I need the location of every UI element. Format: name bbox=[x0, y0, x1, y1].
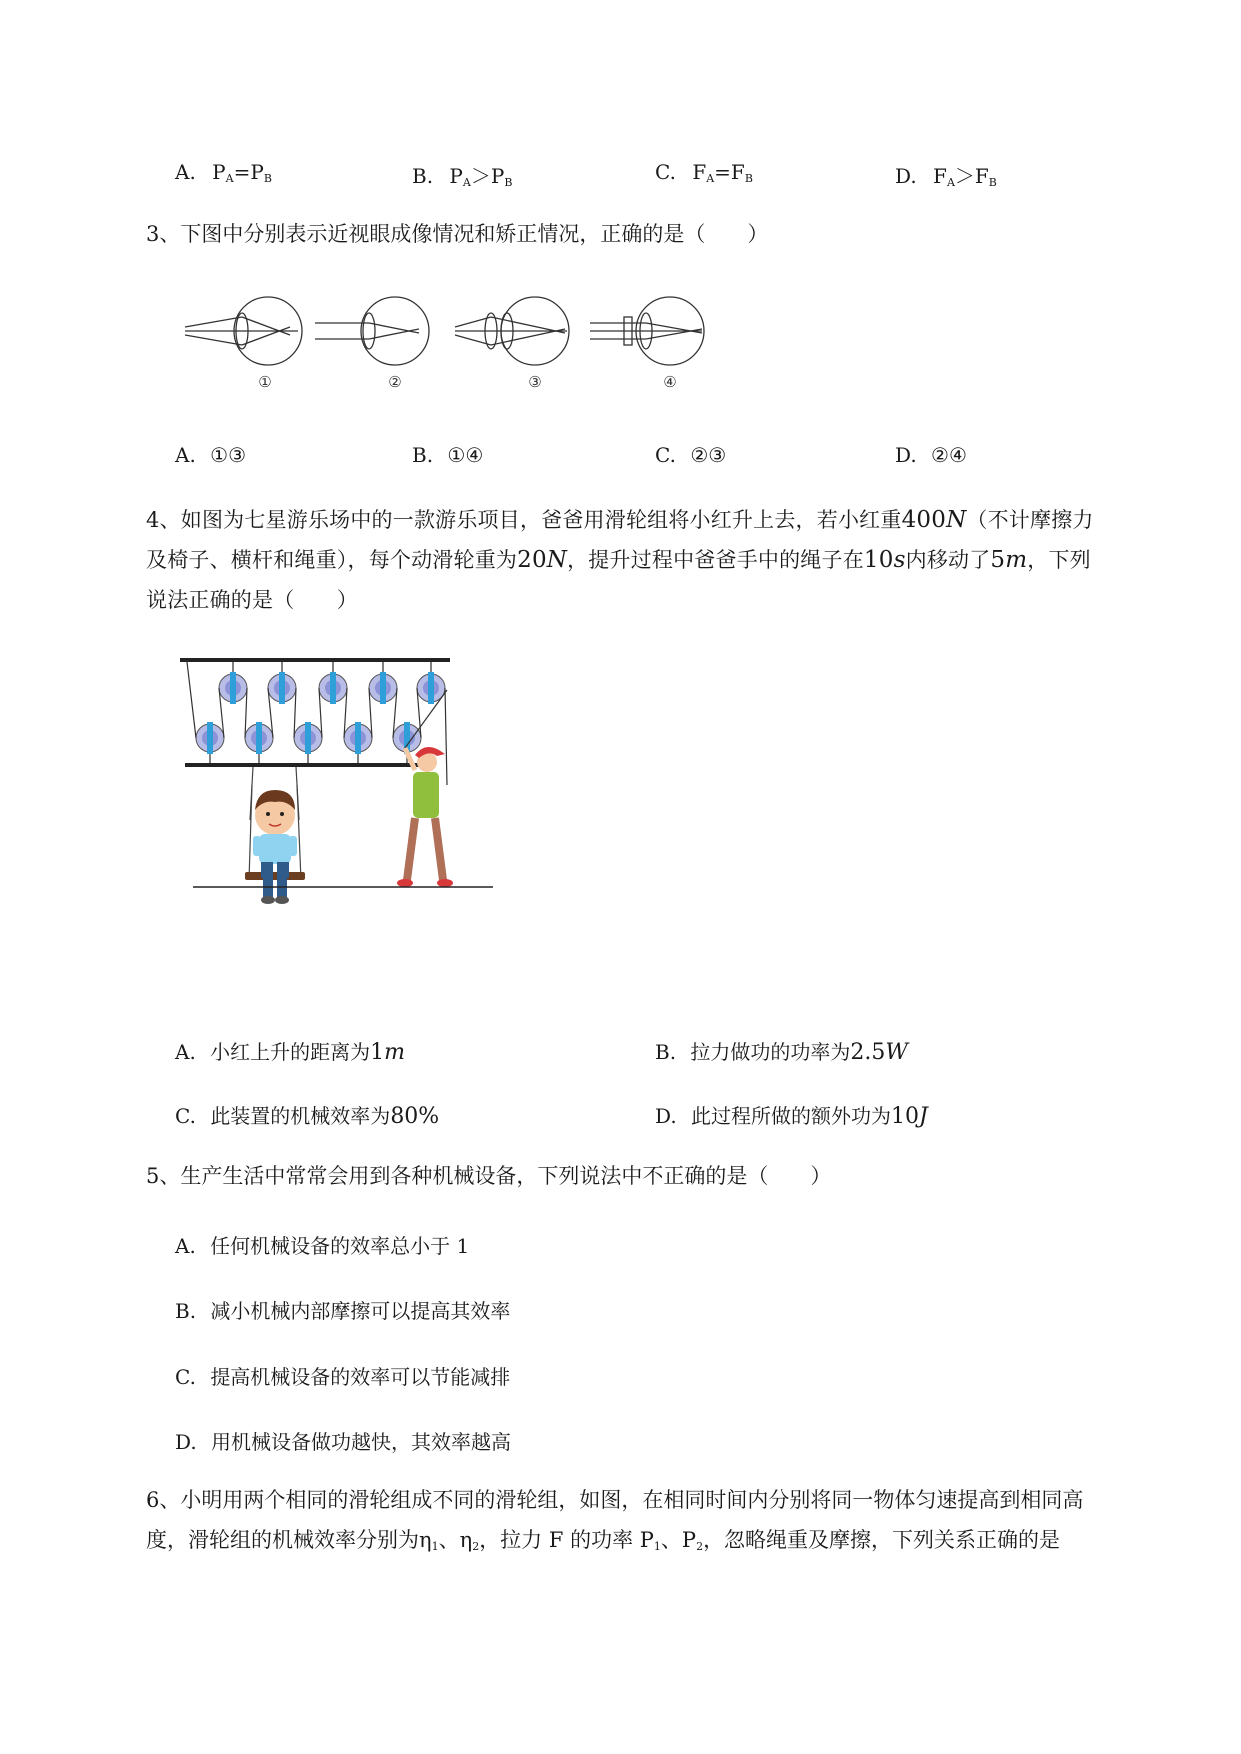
q6-stem bbox=[146, 1480, 1156, 1567]
symbol: F bbox=[730, 160, 745, 184]
swing-seat bbox=[245, 872, 305, 880]
q5-option-d[interactable] bbox=[175, 1426, 511, 1455]
movable-pulleys bbox=[196, 722, 421, 763]
option-text: 提高机械设备的效率可以节能减排 bbox=[210, 1365, 511, 1389]
option-text: 用机械设备做功越快，其效率越高 bbox=[211, 1430, 512, 1454]
q2-option-c[interactable] bbox=[655, 160, 753, 185]
q4-option-b[interactable] bbox=[655, 1036, 908, 1065]
relation: = bbox=[714, 160, 731, 184]
option-text: ①③ bbox=[210, 443, 247, 467]
option-text: 拉力做功的功率为 bbox=[690, 1040, 851, 1064]
q3-stem: 3、下图中分别表示近视眼成像情况和矫正情况，正确的是（ ） bbox=[146, 222, 769, 246]
option-letter: A. bbox=[175, 443, 196, 467]
fixed-pulleys bbox=[219, 662, 445, 704]
bottom-beam bbox=[185, 763, 435, 767]
relation: ＞ bbox=[470, 164, 491, 188]
symbol: P bbox=[212, 160, 226, 184]
subscript: B bbox=[504, 176, 513, 189]
option-text: ①④ bbox=[447, 443, 484, 467]
option-text: ②④ bbox=[931, 443, 967, 467]
q5-option-b[interactable] bbox=[175, 1295, 510, 1324]
option-unit: W bbox=[885, 1040, 909, 1065]
subscript: A bbox=[706, 172, 715, 185]
q4-option-c[interactable] bbox=[175, 1100, 439, 1129]
option-letter: B. bbox=[655, 1040, 677, 1064]
q3-option-d[interactable] bbox=[895, 443, 967, 467]
option-text: 小红上升的距离为 bbox=[210, 1040, 371, 1064]
option-number: 10 bbox=[891, 1104, 920, 1129]
option-letter: C. bbox=[175, 1104, 196, 1128]
option-letter: C. bbox=[655, 160, 676, 184]
option-text: 任何机械设备的效率总小于 1 bbox=[210, 1234, 470, 1258]
father-illustration bbox=[397, 747, 453, 887]
q3-option-c[interactable] bbox=[655, 443, 726, 467]
q5-stem: 5、生产生活中常常会用到各种机械设备，下列说法中不正确的是（ ） bbox=[146, 1164, 832, 1188]
q3-option-b[interactable] bbox=[412, 443, 483, 467]
eye-diagram-4 bbox=[590, 297, 704, 365]
q4-stem bbox=[146, 500, 1156, 620]
option-unit: J bbox=[919, 1104, 928, 1129]
subscript: A bbox=[946, 176, 955, 189]
option-number: 1 bbox=[370, 1040, 385, 1065]
q3-option-a[interactable] bbox=[175, 443, 246, 467]
option-letter: C. bbox=[655, 443, 676, 467]
option-letter: A. bbox=[175, 160, 196, 184]
relation: = bbox=[233, 160, 251, 184]
option-letter: D. bbox=[175, 1430, 197, 1454]
q4-line1: 4、如图为七星游乐场中的一款游乐项目，爸爸用滑轮组将小红升上去，若小红重400N（不计摩擦力 bbox=[146, 507, 1094, 533]
eye-diagrams-figure bbox=[180, 295, 710, 395]
top-beam bbox=[180, 658, 450, 662]
option-text: 减小机械内部摩擦可以提高其效率 bbox=[210, 1299, 511, 1323]
subscript: B bbox=[744, 172, 753, 185]
option-letter: B. bbox=[412, 443, 434, 467]
eye-label-1: ① bbox=[258, 373, 272, 391]
option-text: 此过程所做的额外功为 bbox=[691, 1104, 892, 1128]
relation: ＞ bbox=[954, 164, 975, 188]
symbol: P bbox=[250, 160, 264, 184]
q2-option-a[interactable] bbox=[175, 160, 272, 185]
eye-label-3: ③ bbox=[528, 373, 542, 391]
eye-diagram-1 bbox=[185, 297, 302, 365]
option-text: ②③ bbox=[690, 443, 727, 467]
option-number: 2.5 bbox=[850, 1040, 886, 1065]
option-letter: B. bbox=[412, 164, 434, 188]
symbol: P bbox=[449, 164, 463, 188]
q6-line2: 度，滑轮组的机械效率分别为$\eta_1$、$\eta_2$，拉力 F 的功率 $P_1$、$P_2$，忽略绳重及摩擦，下列关系正确的是 bbox=[146, 1528, 1061, 1553]
symbol: P bbox=[490, 164, 505, 188]
option-letter: D. bbox=[895, 164, 917, 188]
eye-diagram-2 bbox=[315, 297, 429, 365]
q5-option-c[interactable] bbox=[175, 1361, 510, 1390]
q4-option-d[interactable] bbox=[655, 1100, 928, 1129]
q2-option-b[interactable] bbox=[412, 160, 512, 189]
option-letter: A. bbox=[175, 1040, 196, 1064]
option-letter: D. bbox=[895, 443, 917, 467]
subscript: A bbox=[225, 172, 234, 185]
symbol: F bbox=[933, 164, 947, 188]
subscript: B bbox=[263, 172, 272, 185]
option-unit: m bbox=[384, 1040, 406, 1065]
eye-label-4: ④ bbox=[663, 373, 677, 391]
eye-diagram-3 bbox=[455, 297, 569, 365]
option-letter: D. bbox=[655, 1104, 677, 1128]
option-letter: C. bbox=[175, 1365, 196, 1389]
subscript: A bbox=[462, 176, 471, 189]
option-letter: B. bbox=[175, 1299, 197, 1323]
option-number: 80% bbox=[390, 1104, 440, 1129]
q2-option-d[interactable] bbox=[895, 160, 997, 189]
symbol: F bbox=[692, 160, 707, 184]
q6-line1: 6、小明用两个相同的滑轮组成不同的滑轮组，如图，在相同时间内分别将同一物体匀速提高到相同高 bbox=[146, 1488, 1084, 1512]
option-letter: A. bbox=[175, 1234, 196, 1258]
pulley-swing-figure bbox=[175, 650, 555, 995]
eye-label-2: ② bbox=[388, 373, 402, 391]
symbol: F bbox=[974, 164, 989, 188]
q5-option-a[interactable] bbox=[175, 1230, 469, 1259]
q4-line2: 及椅子、横杆和绳重），每个动滑轮重为20N，提升过程中爸爸手中的绳子在10s内移动了5m，下列 bbox=[146, 547, 1091, 573]
q4-line3: 说法正确的是（ ） bbox=[146, 588, 358, 612]
option-text: 此装置的机械效率为 bbox=[210, 1104, 391, 1128]
q4-option-a[interactable] bbox=[175, 1036, 405, 1065]
subscript: B bbox=[988, 176, 997, 189]
